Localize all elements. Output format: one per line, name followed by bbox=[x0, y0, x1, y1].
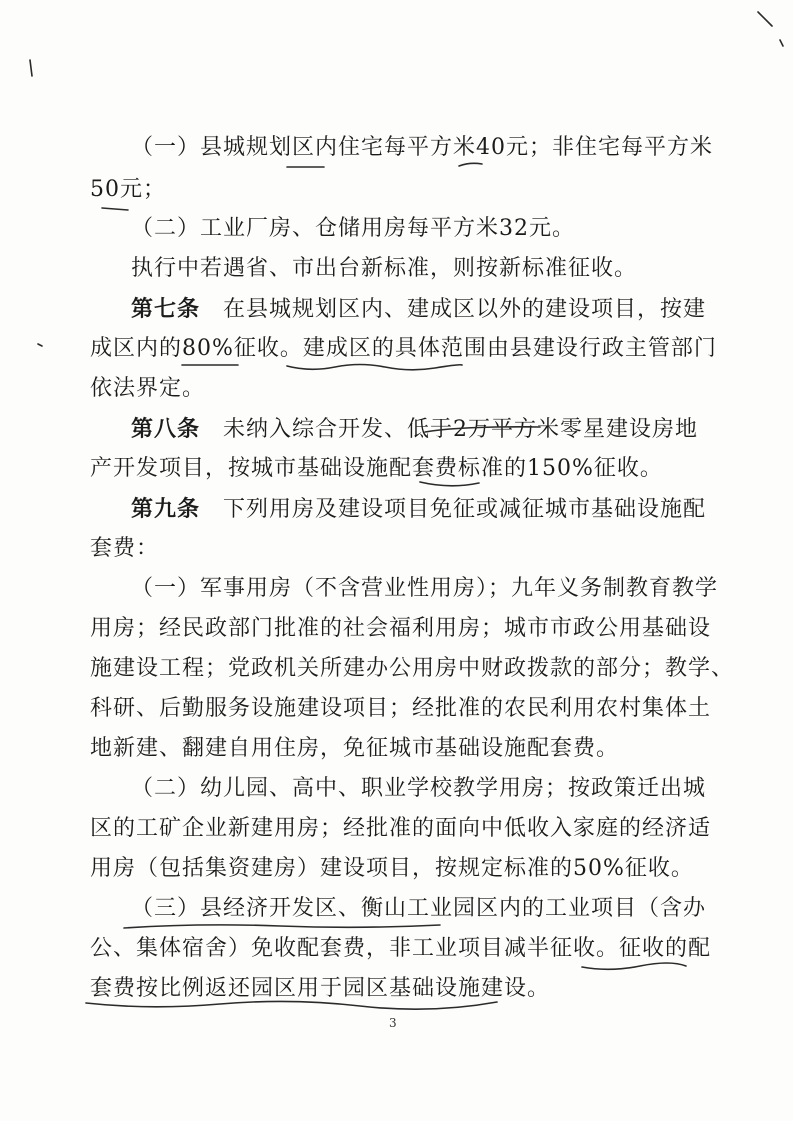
article8-line1-text: 未纳入综合开发、低于2万平方米零星建设房地 bbox=[223, 417, 699, 442]
underline-mark bbox=[459, 163, 482, 166]
article8-heading: 第八条 bbox=[131, 416, 201, 442]
article7-line2: 成区内的80%征收。建成区的具体范围由县建设行政主管部门 bbox=[90, 336, 717, 361]
item1-line3: 施建设工程；党政机关所建办公用房中财政拨款的部分；教学、 bbox=[90, 656, 735, 681]
underline-mark bbox=[124, 925, 440, 928]
item2-line2: 区的工矿企业新建用房；经批准的面向中低收入家庭的经济适 bbox=[90, 816, 712, 841]
underline-mark bbox=[102, 208, 128, 210]
article8-line1 bbox=[131, 414, 698, 445]
para3-line: 执行中若遇省、市出台新标准，则按新标准征收。 bbox=[131, 256, 638, 281]
scan-mark bbox=[758, 12, 772, 26]
para2-line: （二）工业厂房、仓储用房每平方米32元。 bbox=[131, 216, 575, 241]
item1-line4: 科研、后勤服务设施建设项目；经批准的农民利用农村集体土 bbox=[90, 696, 712, 721]
item2-line3: 用房（包括集资建房）建设项目，按规定标准的50%征收。 bbox=[90, 856, 694, 881]
article9-heading: 第九条 bbox=[131, 496, 201, 522]
item1-line2: 用房；经民政部门批准的社会福利用房；城市市政公用基础设 bbox=[90, 616, 712, 641]
scan-mark bbox=[30, 60, 32, 76]
article7-line1 bbox=[131, 294, 706, 325]
article7-heading: 第七条 bbox=[131, 296, 201, 322]
article8-line2: 产开发项目，按城市基础设施配套费标准的150%征收。 bbox=[90, 456, 663, 481]
scan-mark bbox=[780, 40, 783, 46]
item1-line5: 地新建、翻建自用住房，免征城市基础设施配套费。 bbox=[90, 736, 620, 761]
article9-line2: 套费： bbox=[90, 536, 160, 561]
item3-line3: 套费按比例返还园区用于园区基础设施建设。 bbox=[90, 976, 551, 1001]
article9-line1 bbox=[131, 494, 706, 525]
article7-line3: 依法界定。 bbox=[90, 376, 206, 401]
para1-line1: （一）县城规划区内住宅每平方米40元；非住宅每平方米 bbox=[131, 135, 713, 160]
article7-line1-text: 在县城规划区内、建成区以外的建设项目，按建 bbox=[223, 297, 707, 322]
item1-line1: （一）军事用房（不含营业性用房）；九年义务制教育教学 bbox=[131, 576, 719, 601]
item3-line2: 公、集体宿舍）免收配套费，非工业项目减半征收。征收的配 bbox=[90, 936, 712, 961]
item3-line1: （三）县经济开发区、衡山工业园区内的工业项目（含办 bbox=[131, 896, 707, 921]
article9-line1-text: 下列用房及建设项目免征或减征城市基础设施配 bbox=[223, 497, 707, 522]
item2-line1: （二）幼儿园、高中、职业学校教学用房；按政策迁出城 bbox=[131, 776, 707, 801]
page-number: 3 bbox=[389, 1016, 397, 1030]
wavy-underline bbox=[287, 365, 462, 370]
scan-mark bbox=[38, 344, 42, 346]
para1-line2: 50元； bbox=[90, 177, 166, 202]
